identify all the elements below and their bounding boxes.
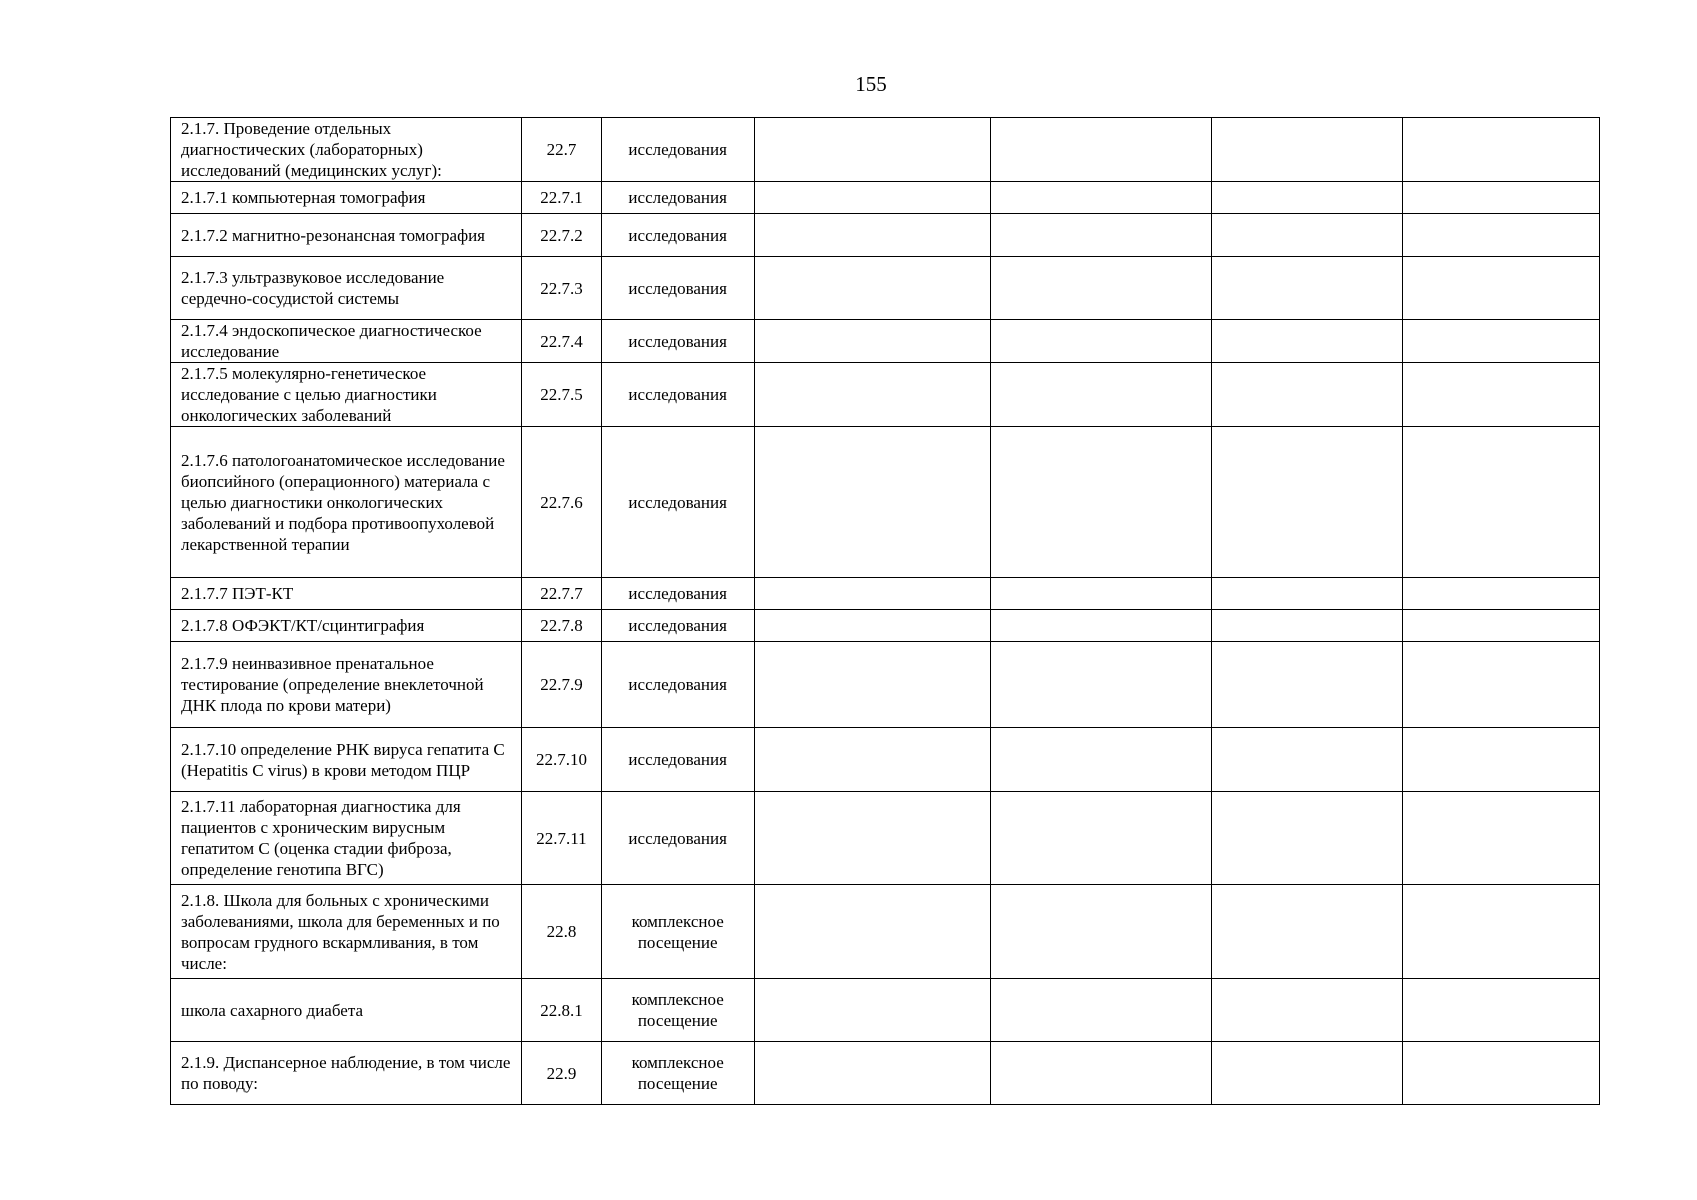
empty-cell <box>754 979 990 1042</box>
empty-cell <box>991 118 1211 182</box>
table-row <box>171 182 1600 214</box>
empty-cell <box>991 363 1211 427</box>
table-row <box>171 610 1600 642</box>
row-name-cell: 2.1.7.10 определение РНК вируса гепатита C (Hepatitis C virus) в крови методом ПЦР <box>171 728 522 792</box>
data-table <box>170 117 1600 1105</box>
empty-cell <box>1402 728 1599 792</box>
empty-cell <box>1402 610 1599 642</box>
row-code-cell: 22.7.6 <box>522 427 602 578</box>
empty-cell <box>1402 642 1599 728</box>
empty-cell <box>1402 363 1599 427</box>
empty-cell <box>1402 214 1599 257</box>
empty-cell <box>1211 363 1402 427</box>
empty-cell <box>754 578 990 610</box>
empty-cell <box>754 427 990 578</box>
row-name-cell: 2.1.7.6 патологоанатомическое исследование биопсийного (операционного) материала с целью диагностики онкологических заболеваний и подбора противоопухолевой лекарственной терапии <box>171 427 522 578</box>
row-code-cell: 22.7.1 <box>522 182 602 214</box>
empty-cell <box>1211 792 1402 885</box>
empty-cell <box>1211 257 1402 320</box>
row-unit-cell: исследования <box>601 320 754 363</box>
row-unit-cell: исследования <box>601 728 754 792</box>
empty-cell <box>754 214 990 257</box>
empty-cell <box>991 1042 1211 1105</box>
empty-cell <box>991 728 1211 792</box>
table-row <box>171 118 1600 182</box>
empty-cell <box>754 118 990 182</box>
empty-cell <box>754 728 990 792</box>
empty-cell <box>1211 427 1402 578</box>
row-unit-cell: исследования <box>601 182 754 214</box>
row-code-cell: 22.7 <box>522 118 602 182</box>
table-row <box>171 885 1600 979</box>
row-code-cell: 22.7.8 <box>522 610 602 642</box>
row-unit-cell: исследования <box>601 427 754 578</box>
empty-cell <box>1402 320 1599 363</box>
row-name-cell: 2.1.7.2 магнитно-резонансная томография <box>171 214 522 257</box>
row-code-cell: 22.7.4 <box>522 320 602 363</box>
row-name-cell: 2.1.7.3 ультразвуковое исследование сердечно-сосудистой системы <box>171 257 522 320</box>
empty-cell <box>754 642 990 728</box>
empty-cell <box>1402 885 1599 979</box>
table-row <box>171 1042 1600 1105</box>
empty-cell <box>1211 642 1402 728</box>
row-code-cell: 22.7.5 <box>522 363 602 427</box>
empty-cell <box>1402 427 1599 578</box>
empty-cell <box>1402 1042 1599 1105</box>
row-unit-cell: исследования <box>601 118 754 182</box>
table-row <box>171 214 1600 257</box>
page-number: 155 <box>855 72 887 96</box>
table-row <box>171 578 1600 610</box>
table-row <box>171 363 1600 427</box>
row-name-cell: 2.1.7.8 ОФЭКТ/КТ/сцинтиграфия <box>171 610 522 642</box>
table-row <box>171 792 1600 885</box>
row-name-cell: школа сахарного диабета <box>171 979 522 1042</box>
empty-cell <box>991 320 1211 363</box>
row-unit-cell: исследования <box>601 792 754 885</box>
row-code-cell: 22.7.2 <box>522 214 602 257</box>
empty-cell <box>1211 1042 1402 1105</box>
row-name-cell: 2.1.8. Школа для больных с хроническими заболеваниями, школа для беременных и по вопросам грудного вскармливания, в том числе: <box>171 885 522 979</box>
empty-cell <box>1211 320 1402 363</box>
empty-cell <box>1211 610 1402 642</box>
empty-cell <box>1211 182 1402 214</box>
empty-cell <box>1211 578 1402 610</box>
empty-cell <box>991 979 1211 1042</box>
empty-cell <box>1211 979 1402 1042</box>
table-row <box>171 427 1600 578</box>
row-name-cell: 2.1.7.11 лабораторная диагностика для пациентов с хроническим вирусным гепатитом C (оценка стадии фиброза, определение генотипа ВГС) <box>171 792 522 885</box>
empty-cell <box>1211 885 1402 979</box>
empty-cell <box>754 257 990 320</box>
row-unit-cell: исследования <box>601 610 754 642</box>
row-code-cell: 22.9 <box>522 1042 602 1105</box>
empty-cell <box>1402 118 1599 182</box>
empty-cell <box>754 182 990 214</box>
empty-cell <box>991 792 1211 885</box>
empty-cell <box>991 642 1211 728</box>
empty-cell <box>754 792 990 885</box>
row-unit-cell: исследования <box>601 363 754 427</box>
row-code-cell: 22.7.9 <box>522 642 602 728</box>
row-unit-cell: исследования <box>601 578 754 610</box>
empty-cell <box>754 885 990 979</box>
row-name-cell: 2.1.7.7 ПЭТ-КТ <box>171 578 522 610</box>
row-unit-cell: комплексное посещение <box>601 1042 754 1105</box>
empty-cell <box>754 1042 990 1105</box>
empty-cell <box>991 610 1211 642</box>
row-code-cell: 22.7.3 <box>522 257 602 320</box>
empty-cell <box>1402 792 1599 885</box>
row-unit-cell: комплексное посещение <box>601 979 754 1042</box>
row-name-cell: 2.1.7.1 компьютерная томография <box>171 182 522 214</box>
row-unit-cell: исследования <box>601 214 754 257</box>
empty-cell <box>991 214 1211 257</box>
row-code-cell: 22.7.7 <box>522 578 602 610</box>
empty-cell <box>991 885 1211 979</box>
table-row <box>171 642 1600 728</box>
row-code-cell: 22.7.11 <box>522 792 602 885</box>
empty-cell <box>1402 578 1599 610</box>
empty-cell <box>1402 257 1599 320</box>
row-code-cell: 22.7.10 <box>522 728 602 792</box>
empty-cell <box>991 182 1211 214</box>
empty-cell <box>991 578 1211 610</box>
empty-cell <box>991 257 1211 320</box>
empty-cell <box>1211 214 1402 257</box>
row-code-cell: 22.8 <box>522 885 602 979</box>
row-name-cell: 2.1.7. Проведение отдельных диагностических (лабораторных) исследований (медицинских услуг): <box>171 118 522 182</box>
empty-cell <box>1211 118 1402 182</box>
empty-cell <box>991 427 1211 578</box>
row-name-cell: 2.1.7.4 эндоскопическое диагностическое исследование <box>171 320 522 363</box>
row-code-cell: 22.8.1 <box>522 979 602 1042</box>
table-row <box>171 320 1600 363</box>
table-row <box>171 979 1600 1042</box>
empty-cell <box>754 610 990 642</box>
row-unit-cell: исследования <box>601 642 754 728</box>
row-name-cell: 2.1.7.9 неинвазивное пренатальное тестирование (определение внеклеточной ДНК плода по крови матери) <box>171 642 522 728</box>
empty-cell <box>754 363 990 427</box>
empty-cell <box>754 320 990 363</box>
row-unit-cell: исследования <box>601 257 754 320</box>
row-name-cell: 2.1.7.5 молекулярно-генетическое исследование с целью диагностики онкологических заболеваний <box>171 363 522 427</box>
row-unit-cell: комплексное посещение <box>601 885 754 979</box>
empty-cell <box>1402 979 1599 1042</box>
table-row <box>171 257 1600 320</box>
row-name-cell: 2.1.9. Диспансерное наблюдение, в том числе по поводу: <box>171 1042 522 1105</box>
empty-cell <box>1402 182 1599 214</box>
table-row <box>171 728 1600 792</box>
empty-cell <box>1211 728 1402 792</box>
